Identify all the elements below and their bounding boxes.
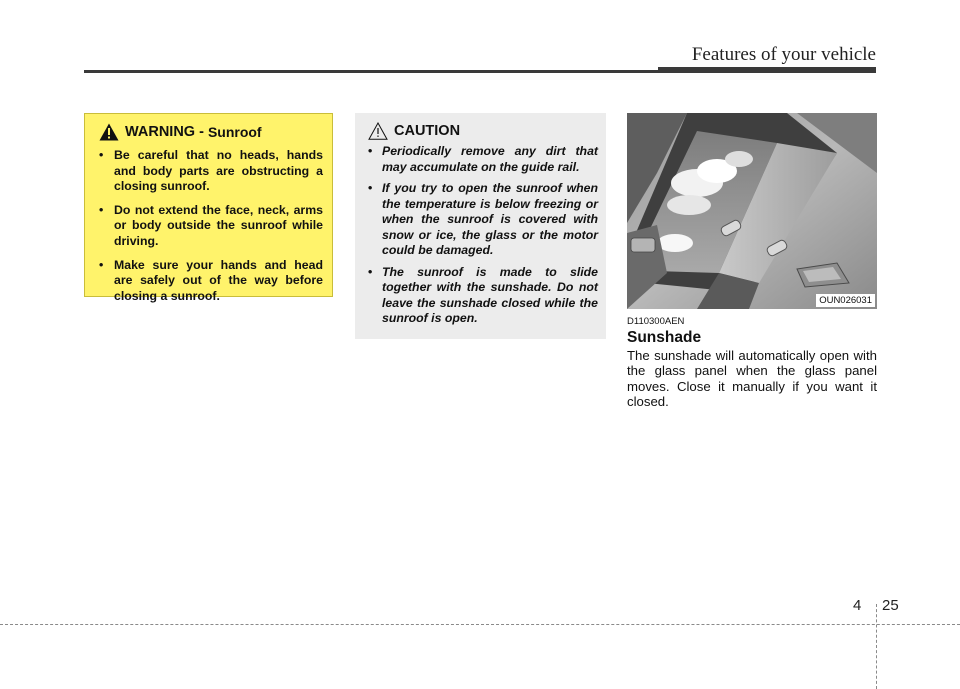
caution-item: • If you try to open the sunroof when the temperature is below freezing or when the sunroof is covered with snow or ice, the glass or the motor could be damaged. xyxy=(365,181,598,259)
caution-box xyxy=(355,113,606,339)
caution-item: • Periodically remove any dirt that may accumulate on the guide rail. xyxy=(365,144,598,175)
warning-title: WARNING - xyxy=(125,124,204,140)
section-body: The sunshade will automatically open with the glass panel when the glass panel moves. Close it manually if you want it closed. xyxy=(627,348,877,409)
warning-item: • Be careful that no heads, hands and body parts are obstructing a closing sunroof. xyxy=(97,148,323,195)
caution-title: CAUTION xyxy=(394,123,461,139)
sunroof-interior-image xyxy=(627,113,877,309)
warning-item: • Make sure your hands and head are safely out of the way before closing a sunroof. xyxy=(97,258,323,305)
warning-triangle-icon xyxy=(99,123,119,141)
warning-heading xyxy=(99,123,323,141)
header-rule-accent xyxy=(658,67,876,72)
caution-list xyxy=(365,144,598,327)
section-title: Sunshade xyxy=(627,329,702,346)
caution-triangle-icon xyxy=(368,122,388,140)
section-code: D110300AEN xyxy=(627,316,685,327)
sunroof-photo xyxy=(627,113,877,309)
header-title: Features of your vehicle xyxy=(691,44,876,65)
caution-heading xyxy=(368,122,598,140)
warning-subtitle: Sunroof xyxy=(207,124,262,140)
warning-box xyxy=(84,113,333,303)
caution-item: • The sunroof is made to slide together with the sunshade. Do not leave the sunshade closed while the sunroof is open. xyxy=(365,265,598,327)
warning-list xyxy=(97,148,323,304)
footer-dashed-rule xyxy=(0,624,960,625)
footer-dashed-divider xyxy=(876,604,877,689)
page-number: 25 xyxy=(882,597,899,614)
warning-item: • Do not extend the face, neck, arms or body outside the sunroof while driving. xyxy=(97,203,323,250)
chapter-number: 4 xyxy=(853,597,862,614)
figure-code: OUN026031 xyxy=(816,294,875,307)
